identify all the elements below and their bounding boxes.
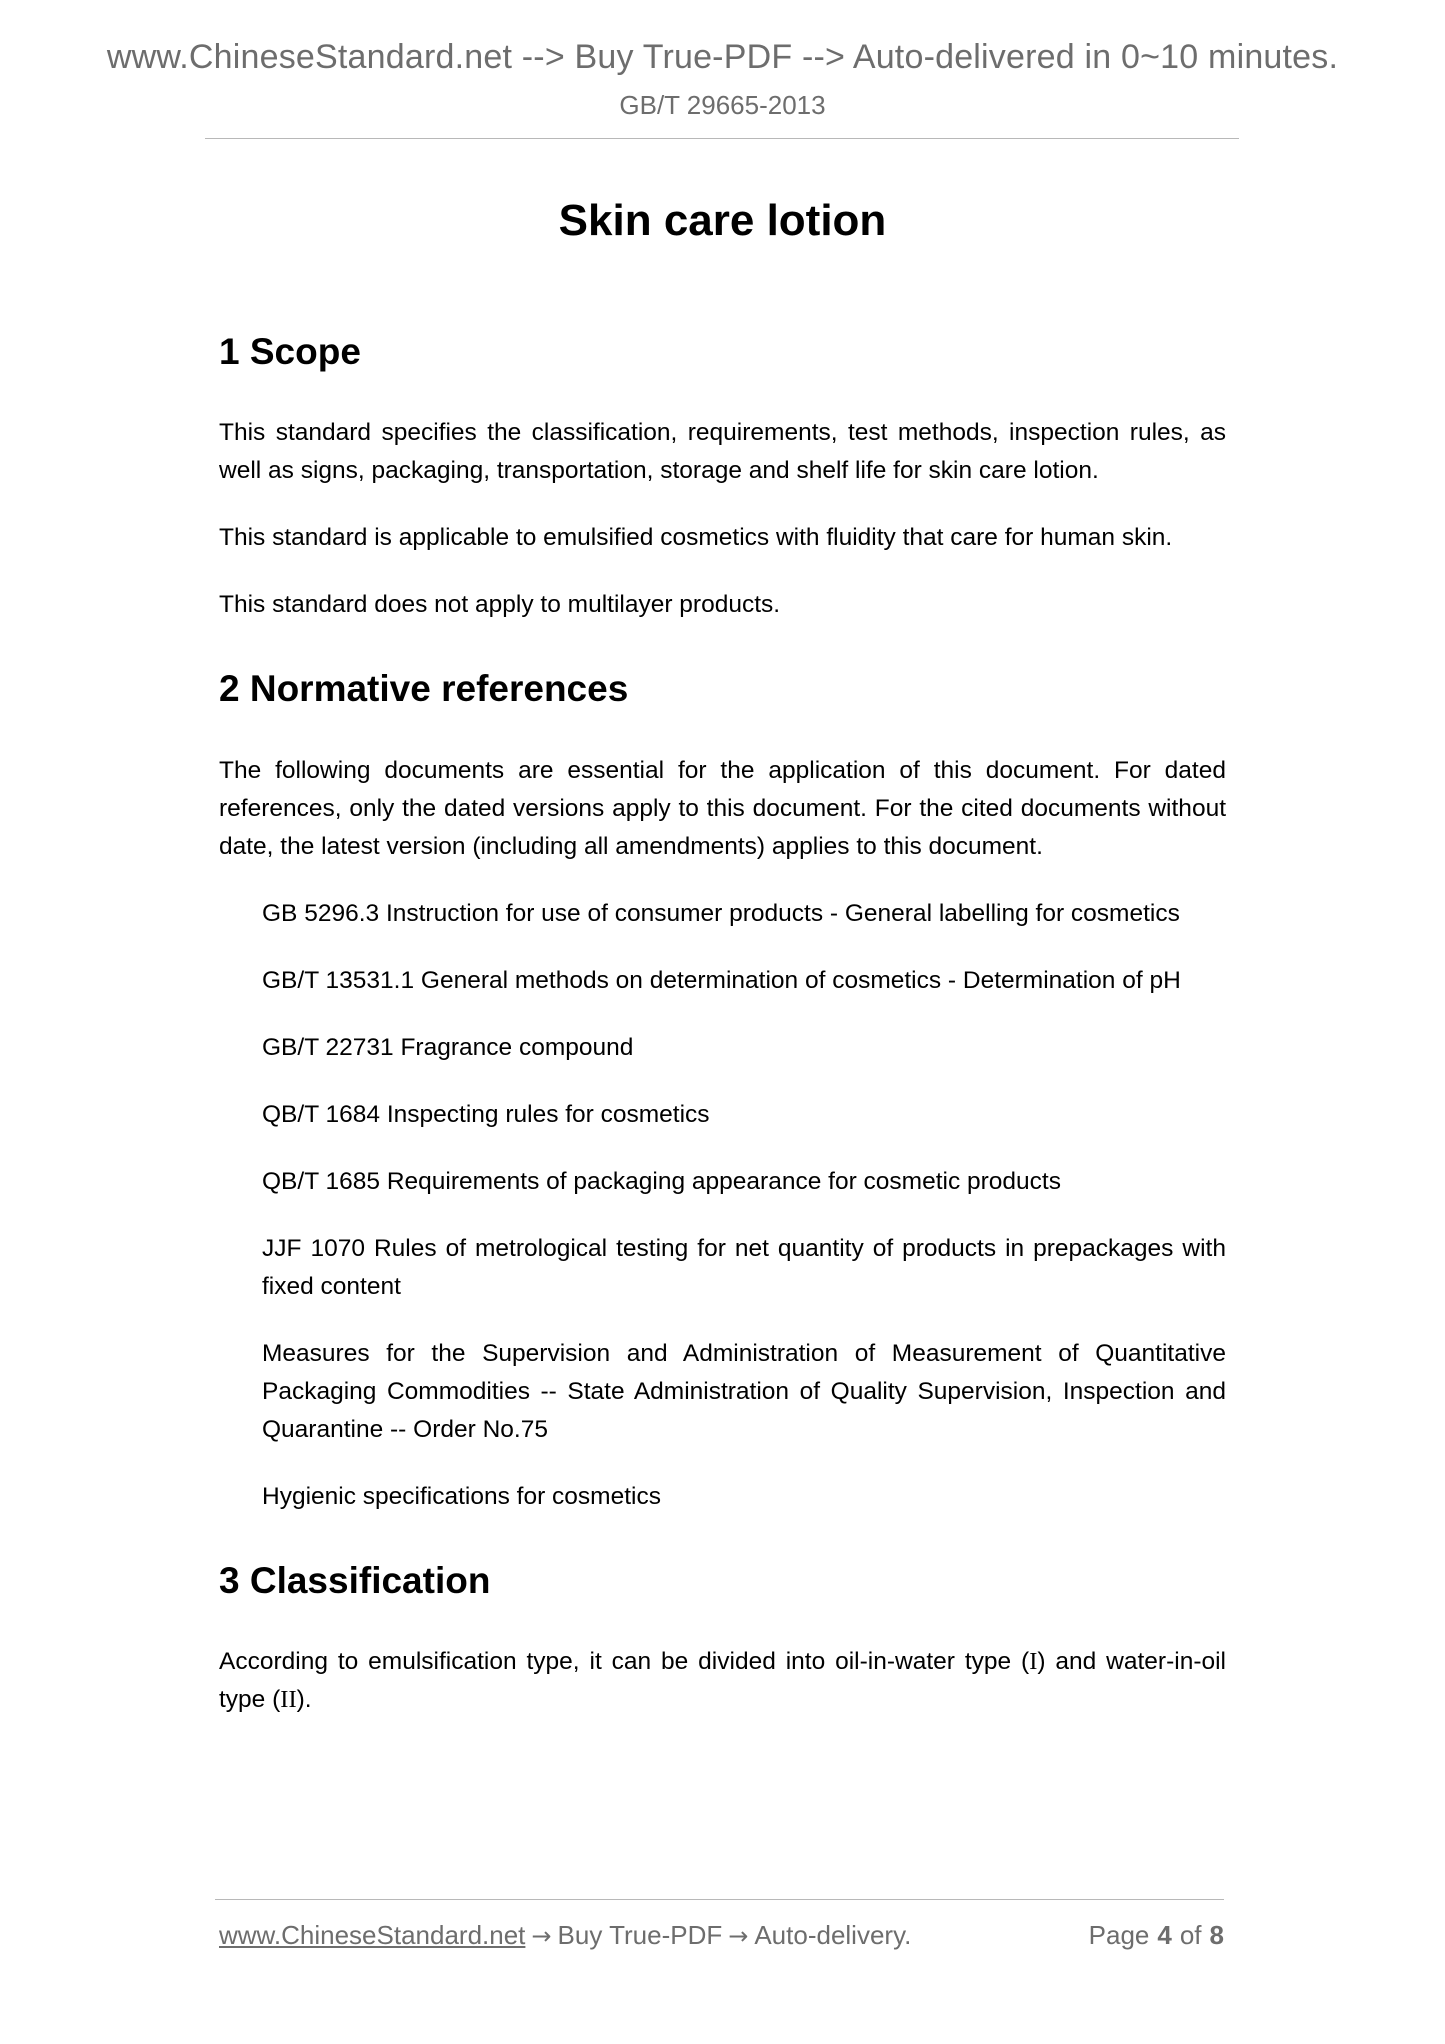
reference-item: GB/T 22731 Fragrance compound xyxy=(262,1033,634,1061)
header-divider xyxy=(205,138,1239,139)
site-link[interactable]: www.ChineseStandard.net xyxy=(219,1920,526,1950)
footer-promo xyxy=(219,1920,911,1951)
scope-paragraph: This standard does not apply to multilayer products. xyxy=(219,591,781,619)
scope-paragraph: This standard specifies the classification, requirements, test methods, inspection rules, as well as signs, packaging, transportation, storage and shelf life for skin care lotion. xyxy=(219,419,1226,485)
page-total: 8 xyxy=(1209,1920,1224,1950)
roman-numeral-one: I xyxy=(1029,1648,1038,1676)
normative-references-intro: The following documents are essential for the application of this document. For dated references, only the dated versions apply to this document. For the cited documents without date, the latest version (including all amendments) applies to this document. xyxy=(219,756,1226,860)
page-indicator xyxy=(1089,1920,1224,1951)
buy-pdf-text: Buy True-PDF xyxy=(557,1920,723,1950)
reference-item: GB/T 13531.1 General methods on determination of cosmetics - Determination of pH xyxy=(262,966,1181,994)
roman-numeral-two: II xyxy=(280,1686,297,1714)
classification-text: ) and water-in-oil type ( xyxy=(219,1648,1226,1714)
site-banner: www.ChineseStandard.net --> Buy True-PDF --> Auto-delivered in 0~10 minutes. xyxy=(106,38,1339,76)
auto-delivery-text: Auto-delivery. xyxy=(754,1920,912,1950)
classification-text: ). xyxy=(296,1686,312,1714)
document-title: Skin care lotion xyxy=(558,196,887,245)
reference-item: GB 5296.3 Instruction for use of consumer products - General labelling for cosmetics xyxy=(262,899,1180,927)
arrow-right-icon: → xyxy=(728,1922,749,1950)
page-of-label: of xyxy=(1179,1920,1202,1950)
reference-item: Hygienic specifications for cosmetics xyxy=(262,1482,661,1510)
reference-item: QB/T 1685 Requirements of packaging appearance for cosmetic products xyxy=(262,1167,1061,1195)
section-heading-classification: 3 Classification xyxy=(219,1559,491,1601)
classification-text: According to emulsification type, it can be divided into oil-in-water type ( xyxy=(219,1648,1030,1676)
reference-item: Measures for the Supervision and Administration of Measurement of Quantitative Packaging Commodities -- State Administration of Quality Supervision, Inspection and Quarantine -- Order No.75 xyxy=(262,1339,1226,1443)
page-label: Page xyxy=(1088,1920,1150,1950)
standard-code: GB/T 29665-2013 xyxy=(619,90,826,120)
arrow-right-icon: → xyxy=(531,1922,552,1950)
classification-paragraph xyxy=(219,1643,1226,1719)
section-heading-normative-references: 2 Normative references xyxy=(219,668,629,710)
reference-item: QB/T 1684 Inspecting rules for cosmetics xyxy=(262,1100,710,1128)
footer-divider xyxy=(215,1899,1224,1900)
document-body xyxy=(219,330,1226,1719)
scope-paragraph: This standard is applicable to emulsified cosmetics with fluidity that care for human skin. xyxy=(219,524,1173,552)
page-current: 4 xyxy=(1157,1920,1172,1950)
reference-item: JJF 1070 Rules of metrological testing for net quantity of products in prepackages with fixed content xyxy=(262,1234,1226,1300)
section-heading-scope: 1 Scope xyxy=(219,331,361,372)
